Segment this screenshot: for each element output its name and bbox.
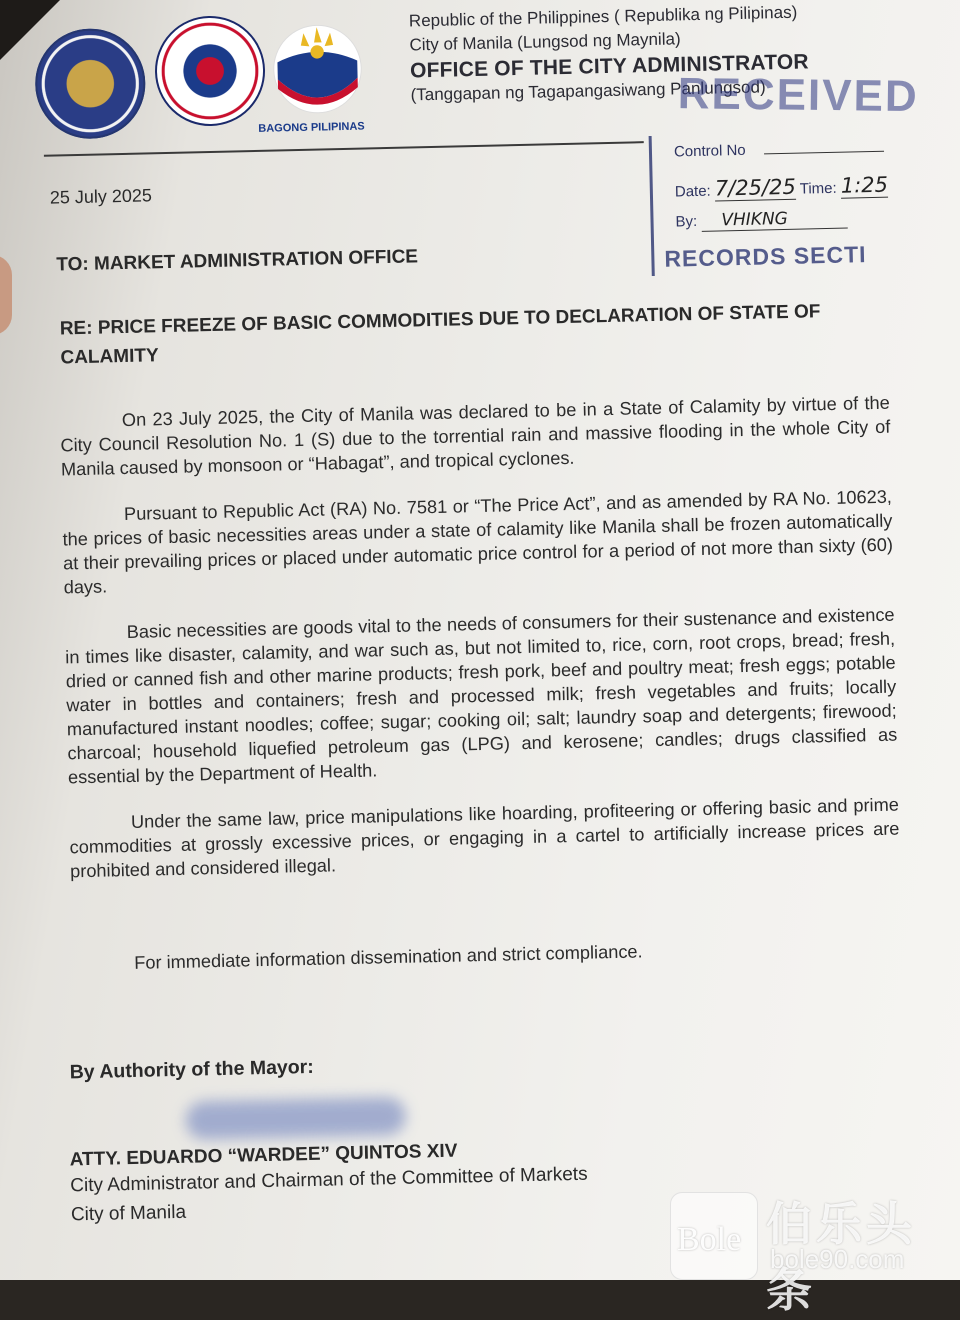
stamp-time-value: 1:25 [840, 172, 889, 198]
body-paragraph-3: Basic necessities are goods vital to the needs of consumers for their sustenance and existence in times like disaster, calamity, and war such as, but not limited to, rice, corn, root crops, bread; fresh, dried or canned fish and other marine products; fresh pork, beef and poultry meat; fresh eggs; potable water in bottles and containers; fresh and processed milk; fresh vegetables and fruits; locally manufactured instant noodles; coffee; sugar; cooking oil; salt; laundry soap and detergents; firewood; charcoal; household liquefied petroleum gas (LPG) and kerosene; candles; drugs classified as essential by the Department of Health. [65, 604, 898, 788]
authority-line: By Authority of the Mayor: [69, 1055, 315, 1084]
records-stamp-box [649, 130, 935, 276]
body-paragraph-2: Pursuant to Republic Act (RA) No. 7581 or “The Price Act”, and as amended by RA No. 10623, the prices of basic necessities areas under a state of calamity like Manila shall be frozen automatically at their prevailing prices or placed under automatic price control for a period of not more than sixty (60) days. [62, 486, 894, 598]
city-administrator-seal [34, 27, 146, 139]
signer-name: ATTY. EDUARDO “WARDEE” QUINTOS XIV [69, 1140, 458, 1171]
signer-title: City Administrator and Chairman of the Committee of Markets [70, 1163, 588, 1197]
stamp-date-value: 7/25/25 [714, 174, 797, 201]
body-paragraph-4: Under the same law, price manipulations like hoarding, profiteering or offering basic and prime commodities at grossly excessive prices, or engaging in a cartel to artificially increase prices are prohibited and considered illegal. [69, 794, 900, 882]
stamp-time-label: Time: [799, 179, 837, 198]
bagong-pilipinas-logo [269, 20, 366, 117]
bole-watermark [670, 1188, 960, 1316]
letter-recipient: TO: MARKET ADMINISTRATION OFFICE [56, 246, 419, 276]
stamp-control-label: Control No [673, 141, 746, 161]
bagong-pilipinas-label: BAGONG PILIPINAS [258, 120, 365, 135]
stamp-date-label: Date: [674, 182, 711, 201]
signer-city: City of Manila [70, 1201, 187, 1226]
watermark-url: bole90.com [770, 1244, 905, 1274]
letter-subject: RE: PRICE FREEZE OF BASIC COMMODITIES DUE TO DECLARATION OF STATE OF CALAMITY [59, 301, 821, 369]
stamp-control-row [674, 139, 884, 161]
letterhead-office-tagalog: (Tanggapan ng Tagapangasiwang Panlungsod) [410, 77, 766, 105]
stamp-records-section: RECORDS SECTI [664, 241, 867, 272]
letterhead-office: OFFICE OF THE CITY ADMINISTRATOR [409, 50, 810, 83]
manila-city-seal [154, 15, 266, 127]
watermark-chinese: 伯乐头条 [766, 1198, 916, 1316]
signature-blurred [185, 1097, 406, 1140]
stamp-by-label: By: [675, 212, 698, 231]
letter-date: 25 July 2025 [49, 185, 153, 208]
watermark-logo-text: Bole [677, 1221, 742, 1258]
received-stamp: RECEIVED [677, 69, 919, 122]
stamp-control-line [764, 151, 884, 155]
letterhead-republic: Republic of the Philippines ( Republika ng Pilipinas) [408, 2, 798, 31]
header-divider [44, 141, 644, 157]
stamp-date-row [675, 173, 889, 203]
stamp-by-value: VHIKNG [701, 208, 848, 232]
letterhead-city: City of Manila (Lungsod ng Maynila) [409, 29, 681, 55]
stamp-by-row [675, 208, 848, 233]
letter-closing: For immediate information dissemination and strict compliance. [134, 941, 643, 973]
letter-body [60, 391, 901, 906]
watermark-logo-box [670, 1192, 758, 1280]
body-paragraph-1: On 23 July 2025, the City of Manila was declared to be in a State of Calamity by virtue of the City Council Resolution No. 1 (S) due to the torrential rain and massive flooding in the whole City of Manila caused by monsoon or “Habagat”, and tropical cyclones. [60, 392, 891, 480]
